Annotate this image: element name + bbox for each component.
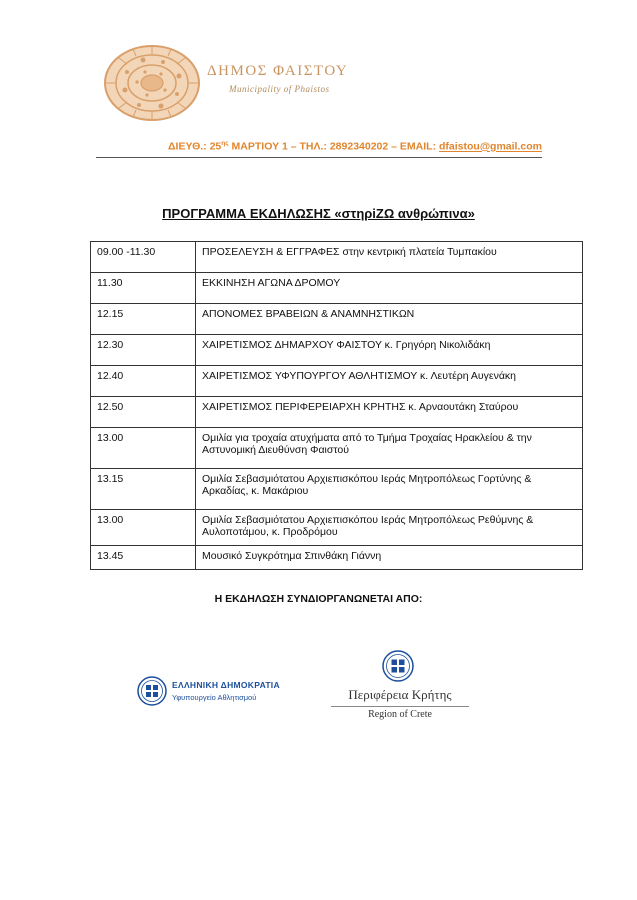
address-superscript: ης — [221, 140, 229, 147]
event-cell: Μουσικό Συγκρότημα Σπινθάκη Γιάννη — [196, 546, 583, 570]
time-cell: 09.00 -11.30 — [91, 242, 196, 273]
schedule-table — [90, 241, 583, 570]
time-cell: 13.45 — [91, 546, 196, 570]
region-logo-english: Region of Crete — [368, 709, 432, 720]
greek-coat-of-arms-icon — [137, 676, 167, 706]
table-row — [91, 397, 583, 428]
municipality-latin-name: Municipality of Phaistos — [229, 84, 330, 94]
time-cell: 12.50 — [91, 397, 196, 428]
event-cell: Ομιλία για τροχαία ατυχήματα από το Τμήμα Τροχαίας Ηρακλείου & την Αστυνομική Διευθύνση Φαιστού — [196, 428, 583, 469]
address-text: ΜΑΡΤΙΟΥ 1 – ΤΗΛ.: 2892340202 – EMAIL: — [228, 140, 439, 153]
event-cell: Ομιλία Σεβασμιότατου Αρχιεπισκόπου Ιεράς Μητροπόλεως Γορτύνης & Αρκαδίας, κ. Μακάριου — [196, 469, 583, 510]
header-divider — [96, 157, 542, 158]
table-row — [91, 510, 583, 546]
event-cell: ΧΑΙΡΕΤΙΣΜΟΣ ΔΗΜΑΡΧΟΥ ΦΑΙΣΤΟΥ κ. Γρηγόρη Νικολιδάκη — [196, 335, 583, 366]
time-cell: 11.30 — [91, 273, 196, 304]
table-row — [91, 273, 583, 304]
municipality-name: ΔΗΜΟΣ ΦΑΙΣΤΟΥ — [207, 63, 349, 79]
table-row — [91, 469, 583, 510]
region-logo-rule — [331, 706, 469, 707]
ministry-logo-line1: ΕΛΛΗΝΙΚΗ ΔΗΜΟΚΡΑΤΙΑ — [172, 680, 280, 690]
time-cell: 12.40 — [91, 366, 196, 397]
table-row — [91, 366, 583, 397]
event-cell: ΕΚΚΙΝΗΣΗ ΑΓΩΝΑ ΔΡΟΜΟΥ — [196, 273, 583, 304]
event-cell: ΠΡΟΣΕΛΕΥΣΗ & ΕΓΓΡΑΦΕΣ στην κεντρική πλατεία Τυμπακίου — [196, 242, 583, 273]
time-cell: 12.30 — [91, 335, 196, 366]
table-row — [91, 335, 583, 366]
time-cell: 13.15 — [91, 469, 196, 510]
table-row — [91, 242, 583, 273]
event-cell: ΑΠΟΝΟΜΕΣ ΒΡΑΒΕΙΩΝ & ΑΝΑΜΝΗΣΤΙΚΩΝ — [196, 304, 583, 335]
program-title: ΠΡΟΓΡΑΜΜΑ ΕΚΔΗΛΩΣΗΣ «στηρiΖΩ ανθρώπινα» — [162, 206, 475, 221]
greek-coat-of-arms-icon — [382, 650, 414, 682]
co-organized-heading: Η ΕΚΔΗΛΩΣΗ ΣΥΝΔΙΟΡΓΑΝΩΝΕΤΑΙ ΑΠΟ: — [214, 593, 423, 605]
table-row — [91, 428, 583, 469]
contact-line — [168, 140, 542, 153]
region-logo-greek: Περιφέρεια Κρήτης — [348, 687, 452, 702]
phaistos-disc-logo — [103, 44, 201, 122]
table-row — [91, 304, 583, 335]
time-cell: 12.15 — [91, 304, 196, 335]
event-cell: ΧΑΙΡΕΤΙΣΜΟΣ ΥΦΥΠΟΥΡΓΟΥ ΑΘΛΗΤΙΣΜΟΥ κ. Λευτέρη Αυγενάκη — [196, 366, 583, 397]
ministry-logo-line2: Υφυπουργείο Αθλητισμού — [172, 693, 257, 702]
event-cell: ΧΑΙΡΕΤΙΣΜΟΣ ΠΕΡΙΦΕΡΕΙΑΡΧΗ ΚΡΗΤΗΣ κ. Αρναουτάκη Σταύρου — [196, 397, 583, 428]
event-cell: Ομιλία Σεβασμιότατου Αρχιεπισκόπου Ιεράς Μητροπόλεως Ρεθύμνης & Αυλοποτάμου, κ. Προδρόμου — [196, 510, 583, 546]
email-link[interactable]: dfaistou@gmail.com — [438, 140, 542, 153]
address-prefix: ΔΙΕΥΘ.: 25 — [168, 140, 222, 153]
table-row — [91, 546, 583, 570]
time-cell: 13.00 — [91, 428, 196, 469]
time-cell: 13.00 — [91, 510, 196, 546]
